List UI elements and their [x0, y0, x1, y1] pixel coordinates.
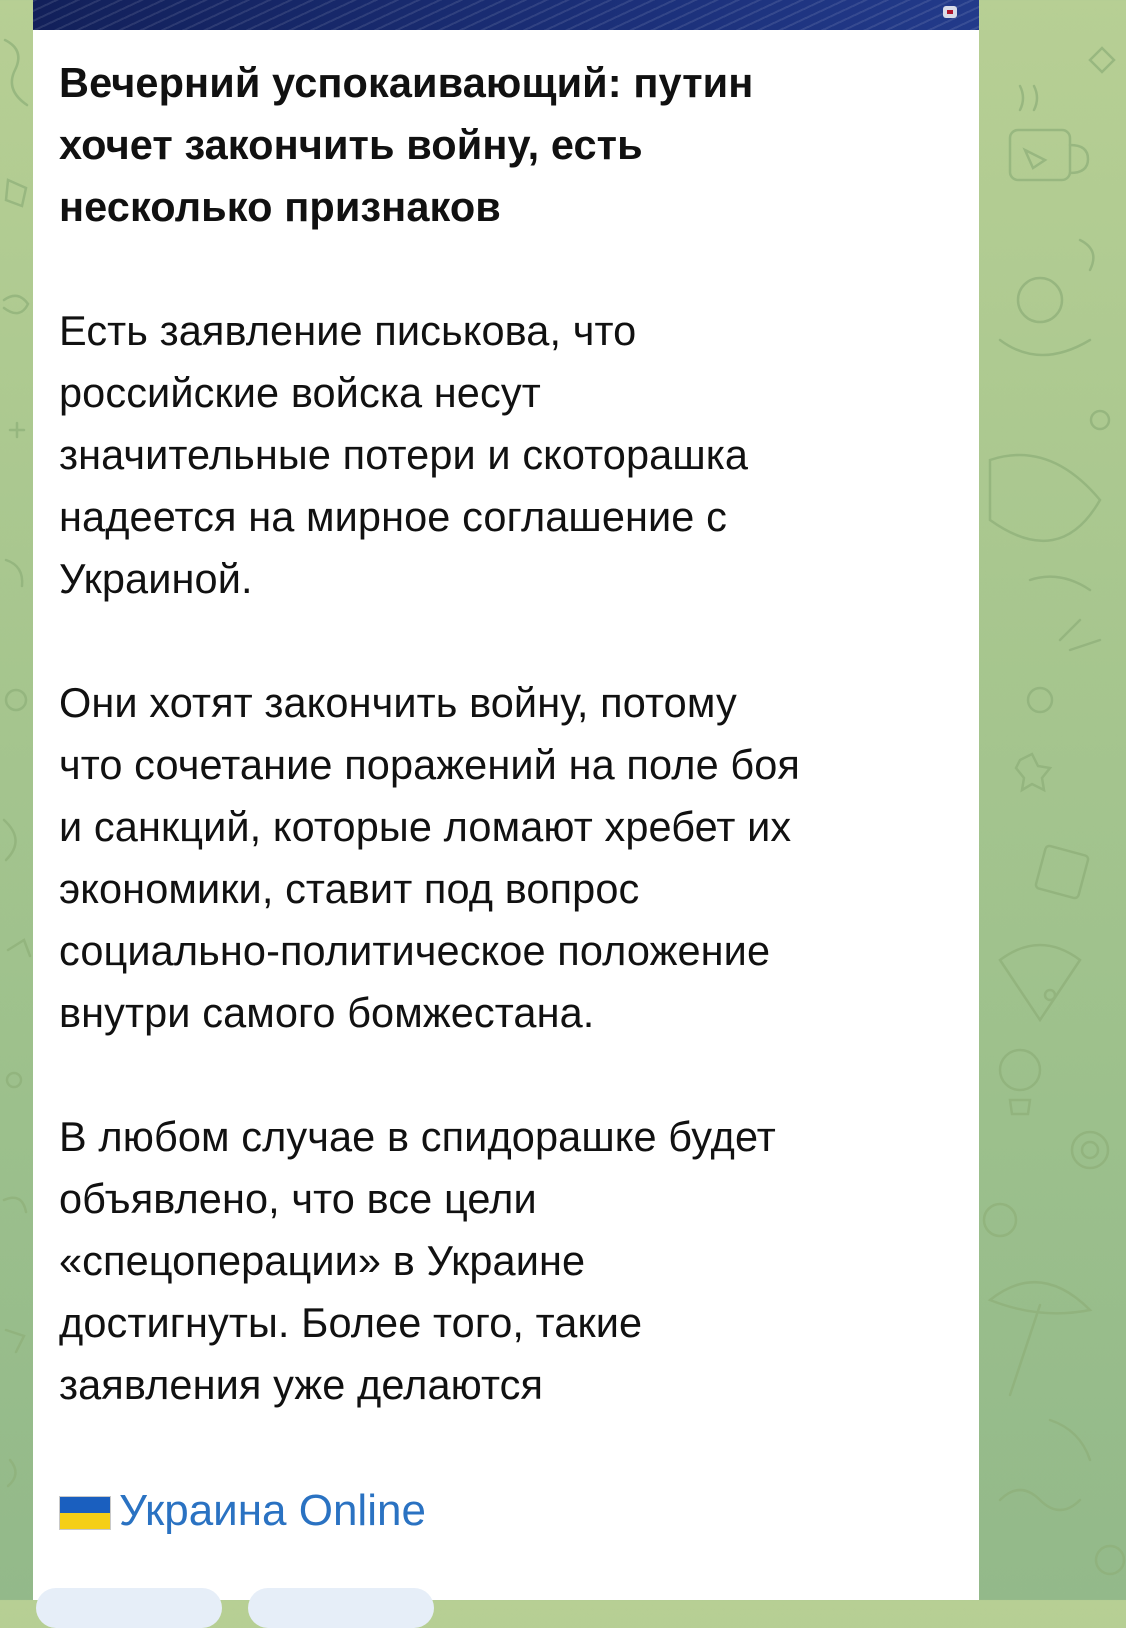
paragraph-line: значительные потери и скоторашка	[59, 431, 749, 478]
headline-line: Вечерний успокаивающий: путин	[59, 59, 754, 106]
ukraine-flag-icon	[59, 1496, 111, 1530]
paragraph-line: и санкций, которые ломают хребет их	[59, 803, 792, 850]
reaction-button[interactable]	[36, 1588, 222, 1628]
paragraph-line: Украиной.	[59, 555, 253, 602]
paragraph-line: Они хотят закончить войну, потому	[59, 679, 737, 726]
message-text	[59, 52, 959, 1416]
channel-signature	[59, 1479, 426, 1543]
paragraph-line: внутри самого бомжестана.	[59, 989, 595, 1036]
post-headline	[59, 52, 959, 238]
reaction-button[interactable]	[248, 1588, 434, 1628]
paragraph-3	[59, 1106, 959, 1416]
media-preview-strip[interactable]	[33, 0, 979, 30]
paragraph-line: социально-политическое положение	[59, 927, 771, 974]
paragraph-line: Есть заявление писькова, что	[59, 307, 637, 354]
message-bubble	[33, 0, 979, 1600]
media-badge-icon	[943, 6, 957, 18]
paragraph-line: российские войска несут	[59, 369, 541, 416]
headline-line: несколько признаков	[59, 183, 501, 230]
paragraph-line: экономики, ставит под вопрос	[59, 865, 640, 912]
paragraph-2	[59, 672, 959, 1044]
paragraph-line: достигнуты. Более того, такие	[59, 1299, 643, 1346]
paragraph-line: надеется на мирное соглашение с	[59, 493, 727, 540]
headline-line: хочет закончить войну, есть	[59, 121, 643, 168]
channel-link[interactable]: Украина Online	[119, 1486, 426, 1535]
paragraph-line: В любом случае в спидорашке будет	[59, 1113, 776, 1160]
paragraph-line: заявления уже делаются	[59, 1361, 544, 1408]
paragraph-1	[59, 300, 959, 610]
paragraph-line: «спецоперации» в Украине	[59, 1237, 586, 1284]
paragraph-line: что сочетание поражений на поле боя	[59, 741, 800, 788]
paragraph-line: объявлено, что все цели	[59, 1175, 537, 1222]
